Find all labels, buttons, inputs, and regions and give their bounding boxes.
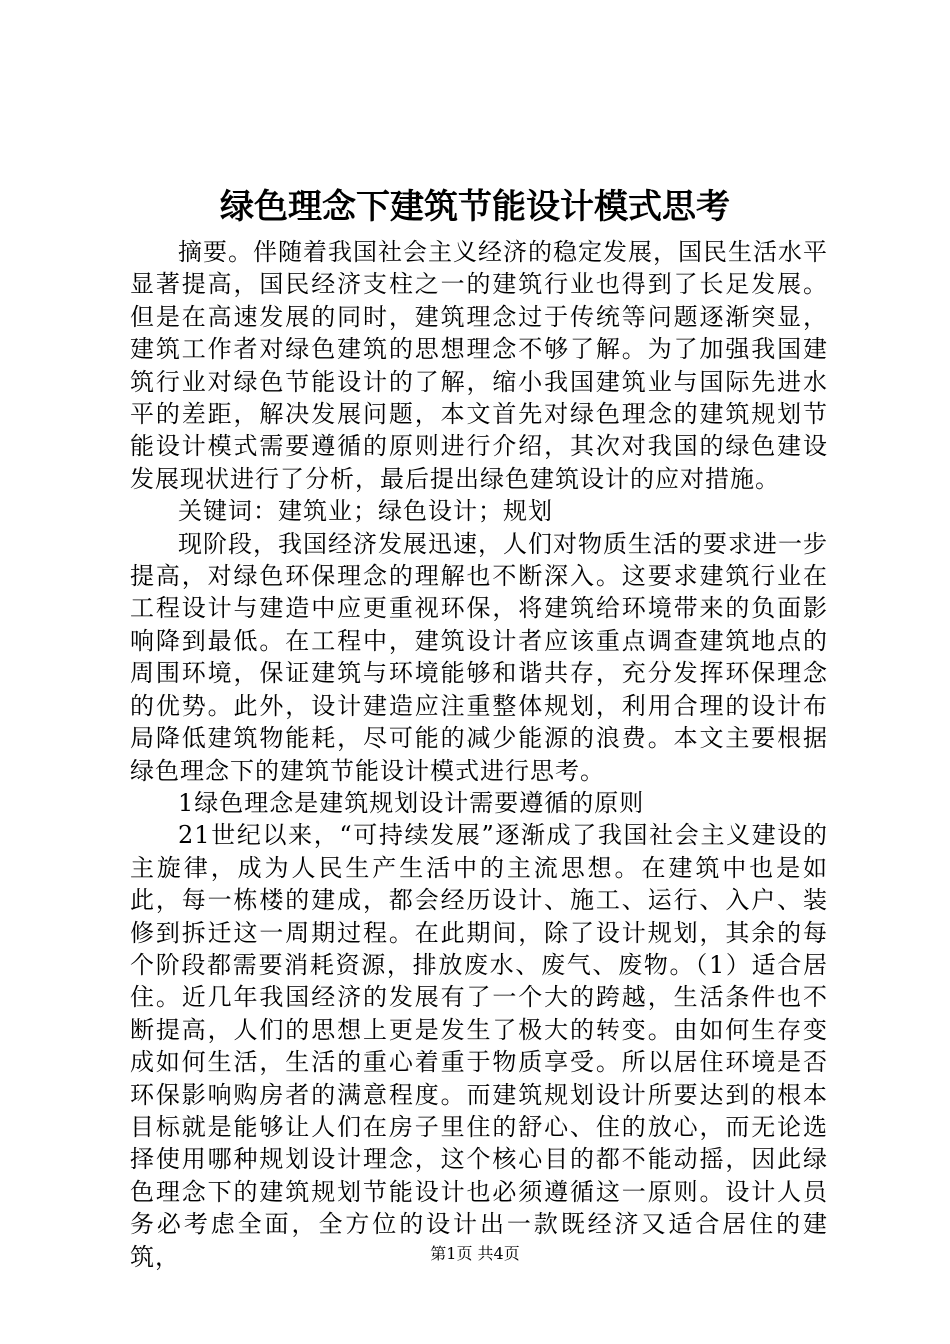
intro-paragraph: 现阶段，我国经济发展迅速，人们对物质生活的要求进一步提高，对绿色环保理念的理解也不断深入。这要求建筑行业在工程设计与建造中应更重视环保，将建筑给环境带来的负面影响降到最低。在工程中，建筑设计者应该重点调查建筑地点的周围环境，保证建筑与环境能够和谐共存，充分发挥环保理念的优势。此外，设计建造应注重整体规划，利用合理的设计布局降低建筑物能耗，尽可能的减少能源的浪费。本文主要根据绿色理念下的建筑节能设计模式进行思考。	[130, 529, 828, 785]
abstract-paragraph: 摘要。伴随着我国社会主义经济的稳定发展，国民生活水平显著提高，国民经济支柱之一的建筑行业也得到了长足发展。但是在高速发展的同时，建筑理念过于传统等问题逐渐突显，建筑工作者对绿色建筑的思想理念不够了解。为了加强我国建筑行业对绿色节能设计的了解，缩小我国建筑业与国际先进水平的差距，解决发展问题，本文首先对绿色理念的建筑规划节能设计模式需要遵循的原则进行介绍，其次对我国的绿色建设发展现状进行了分析，最后提出绿色建筑设计的应对措施。	[130, 238, 828, 493]
document-title: 绿色理念下建筑节能设计模式思考	[220, 187, 730, 227]
page-footer: 第1页 共4页	[430, 1244, 520, 1263]
document-body	[130, 236, 828, 1273]
keywords-paragraph: 关键词：建筑业；绿色设计；规划	[178, 497, 553, 526]
section-paragraph: 21世纪以来，“可持续发展”逐渐成了我国社会主义建设的主旋律，成为人民生产生活中的主流思想。在建筑中也是如此，每一栋楼的建成，都会经历设计、施工、运行、入户、装修到拆迁这一周期过程。在此期间，除了设计规划，其余的每个阶段都需要消耗资源，排放废水、废气、废物。（1）适合居住。近几年我国经济的发展有了一个大的跨越，生活条件也不断提高，人们的思想上更是发生了极大的转变。由如何生存变成如何生活，生活的重心着重于物质享受。所以居住环境是否环保影响购房者的满意程度。而建筑规划设计所要达到的根本目标就是能够让人们在房子里住的舒心、住的放心，而无论选择使用哪种规划设计理念，这个核心目的都不能动摇，因此绿色理念下的建筑规划节能设计也必须遵循这一原则。设计人员务必考虑全面，全方位的设计出一款既经济又适合居住的建筑，	[130, 821, 828, 1271]
section-heading: 1绿色理念是建筑规划设计需要遵循的原则	[178, 788, 645, 817]
